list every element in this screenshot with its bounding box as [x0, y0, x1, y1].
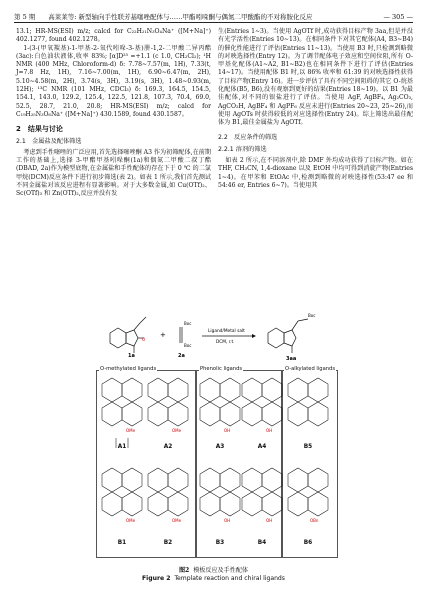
- ligand-label-A3: A3: [215, 444, 225, 450]
- boc-label: Boc: [184, 343, 192, 348]
- ligand-label-B1: B1: [117, 540, 127, 546]
- ligand-structures: [96, 372, 336, 554]
- subsection-heading: 2.2 反应条件的筛选: [218, 133, 278, 141]
- oxygen-label: O: [142, 337, 146, 342]
- header-rule: [14, 22, 413, 23]
- arrow-condition-top: Ligand/Metal salt: [208, 329, 245, 334]
- ligand-label-A1: A1: [117, 444, 127, 450]
- panel-title-phenolic: Phenolic ligands: [200, 366, 243, 372]
- header-page-number: — 305 —: [383, 13, 413, 21]
- paragraph: 1-(3-(甲氧羰基)-1-甲基-2-氧代吲哚-3-基)肼-1,2-二甲酸二异丙酯(3ac):白色油状液体,收率 83%; [α]D²⁵ =+1.1 (c 1.0, CH₂Cl₂); ¹H NMR (400 MHz, Chloroform-d) δ: 7.78~7.57(m, 1H), 7.33(t, J=7.8 Hz, 1H), 7.16~7.00(m, 1H), 6.90~6.47(m, 2H), 5.10~4.58(m, 2H), 3.74(s, 3H), 3.19(s, 3H), 1.48~0.93(m, 12H); ¹³C NMR (101 MHz, CDCl₃) δ: 169.3, 164.5, 154.5, 154.1, 143.0, 129.2, 125.4, 122.5, 121.8, 107.3, 70.4, 69.0, 52.5, 28.7, 21.0, 20.8; HR-MS(ESI) m/z; calcd for C₁₉H₂₅N₃O₆Na⁺ ([M+Na]⁺) 430.1589, found 430.1587。: [16, 44, 211, 118]
- left-column: [16, 28, 211, 199]
- substituent-label: OBn: [310, 518, 319, 523]
- right-column: [218, 28, 413, 190]
- boc-label: Boc: [184, 321, 192, 326]
- panel-title-omethylated: O-methylated ligands: [100, 366, 157, 372]
- header-left: 第 5 期 高莱莱等: 新型轴向手性联芳基噻唑配体与……甲酯吲哚酮与偶氮二甲酸酯的不对称胺化反应: [14, 13, 313, 21]
- substituent-label: OH: [266, 428, 273, 433]
- reaction-scheme: [90, 305, 340, 367]
- ligand-label-A4: A4: [257, 444, 267, 450]
- ligand-label-A2: A2: [163, 444, 173, 450]
- reagent-label-1a: 1a: [128, 353, 135, 359]
- ligand-label-B5: B5: [303, 444, 313, 450]
- figure-caption-text-cn: 模板反应及手性配体: [193, 567, 249, 574]
- subsubsection-heading: 2.2.1 溶剂的筛选: [218, 145, 267, 153]
- paragraph: 生(Entries 1~3)。当使用 AgOTf 时,成功获得目标产物 3aa,但是并没有光学活性(Entries 10~13)。在相同条件下对其它配体(A4, B3~B4)的催化性能进行了评估(Entries 11~13)。当使用 B3 时,只检测到略微的对映选择性(Entry 12)。为了调节配体电子效应和空间位阻,所有 O-甲基化配体(A1~A2, B1~B2)也在相同条件下进行了评估(Entries 14~17)。当使用配体 B1 时,以 86% 收率和 61:39 的对映选择性获得了目标产物(Entry 16)。进一步评估了具有不同空间阻碍的其它 O-烷基化配体(B5, B6),没有观察到更好的结果(Entries 18~19)。以 B1 为最佳配体,对不同的银盐进行了评估。当使用 AgF, AgBF₄, Ag₂CO₃, AgCO₂H, AgBF₄ 和 AgPF₆ 反应未进行(Entries 20~23, 25~26),而使用 AgOTs 时获得较低的对应选择性(Entry 24)。综上筛选出最佳配体为 B1,最佳金属盐为 AgOTf。: [218, 28, 413, 127]
- ligand-label-B6: B6: [303, 540, 313, 546]
- paragraph: 考虑到手性噻唑的广泛应用,首先选择噻唑酮 A3 作为初筛配体,在前期工作的基础上,选择 3-甲酯甲基吲哚酮(1a)和偶氮二甲酸二叔丁酯(DBAD, 2a)作为模型底物,在金属盐和手性配体的存在下于 0 ℃ 的二氯甲烷(DCM)反应条件下进行初步筛选(表 2)。如表 1 所示,我们首先测试不同金属盐对该反应进程有显著影响。对于大多数金属,如 Cu(OTf)₂、Sc(OTf)₃ 和 Zn(OTf)₂,反应并没有发: [16, 148, 211, 198]
- figure-caption-cn: [0, 565, 427, 574]
- ligand-label-B4: B4: [257, 540, 267, 546]
- substituent-label: OH: [266, 518, 273, 523]
- figure-caption-en: [0, 575, 427, 582]
- ligand-label-B3: B3: [215, 540, 225, 546]
- substituent-label: OH: [224, 518, 231, 523]
- reagent-label-2a: 2a: [178, 353, 185, 359]
- figure-number-cn: 图2: [178, 567, 190, 574]
- boc-label: Boc: [308, 313, 316, 318]
- plus-sign: +: [160, 331, 166, 339]
- figure-number-en: Figure 2: [142, 575, 171, 582]
- paragraph: 如表 2 所示,在不同溶剂中,除 DMF 外均成功获得了目标产物。如在 THF, CH₃CN, 1,4-dioxane 以及 EtOH 中均可得到消旋产物(Entries 1~4)。在甲苯和 EtOAc 中,检测到略微的对映选择性(53:47 ee 和 54:46 er, Entries 6~7)。当使用其: [218, 157, 413, 190]
- substituent-label: OMe: [126, 428, 136, 433]
- arrow-head: [252, 334, 256, 338]
- subsection-heading: 2.1 金属盐及配体筛选: [16, 137, 82, 145]
- ligand-label-B2: B2: [163, 540, 173, 546]
- arrow-condition-bottom: DCM, r.t.: [216, 340, 235, 345]
- substituent-label: OMe: [126, 518, 136, 523]
- paragraph: 13.1; HR-MS(ESI) m/z; calcd for C₂₂H₂₁N₃O₄Na⁺ ([M+Na]⁺) 402.1277, found 402.1278。: [16, 28, 211, 44]
- substituent-label: OMe: [172, 518, 182, 523]
- figure-caption-text-en: Template reaction and chiral ligands: [174, 575, 285, 582]
- substituent-label: OMe: [172, 428, 182, 433]
- running-header: [14, 9, 413, 21]
- section-heading: 2 结果与讨论: [16, 125, 63, 134]
- panel-title-oalkylated: O-alkylated ligands: [285, 366, 336, 372]
- substituent-label: OH: [224, 428, 231, 433]
- product-label-3aa: 3aa: [286, 356, 297, 362]
